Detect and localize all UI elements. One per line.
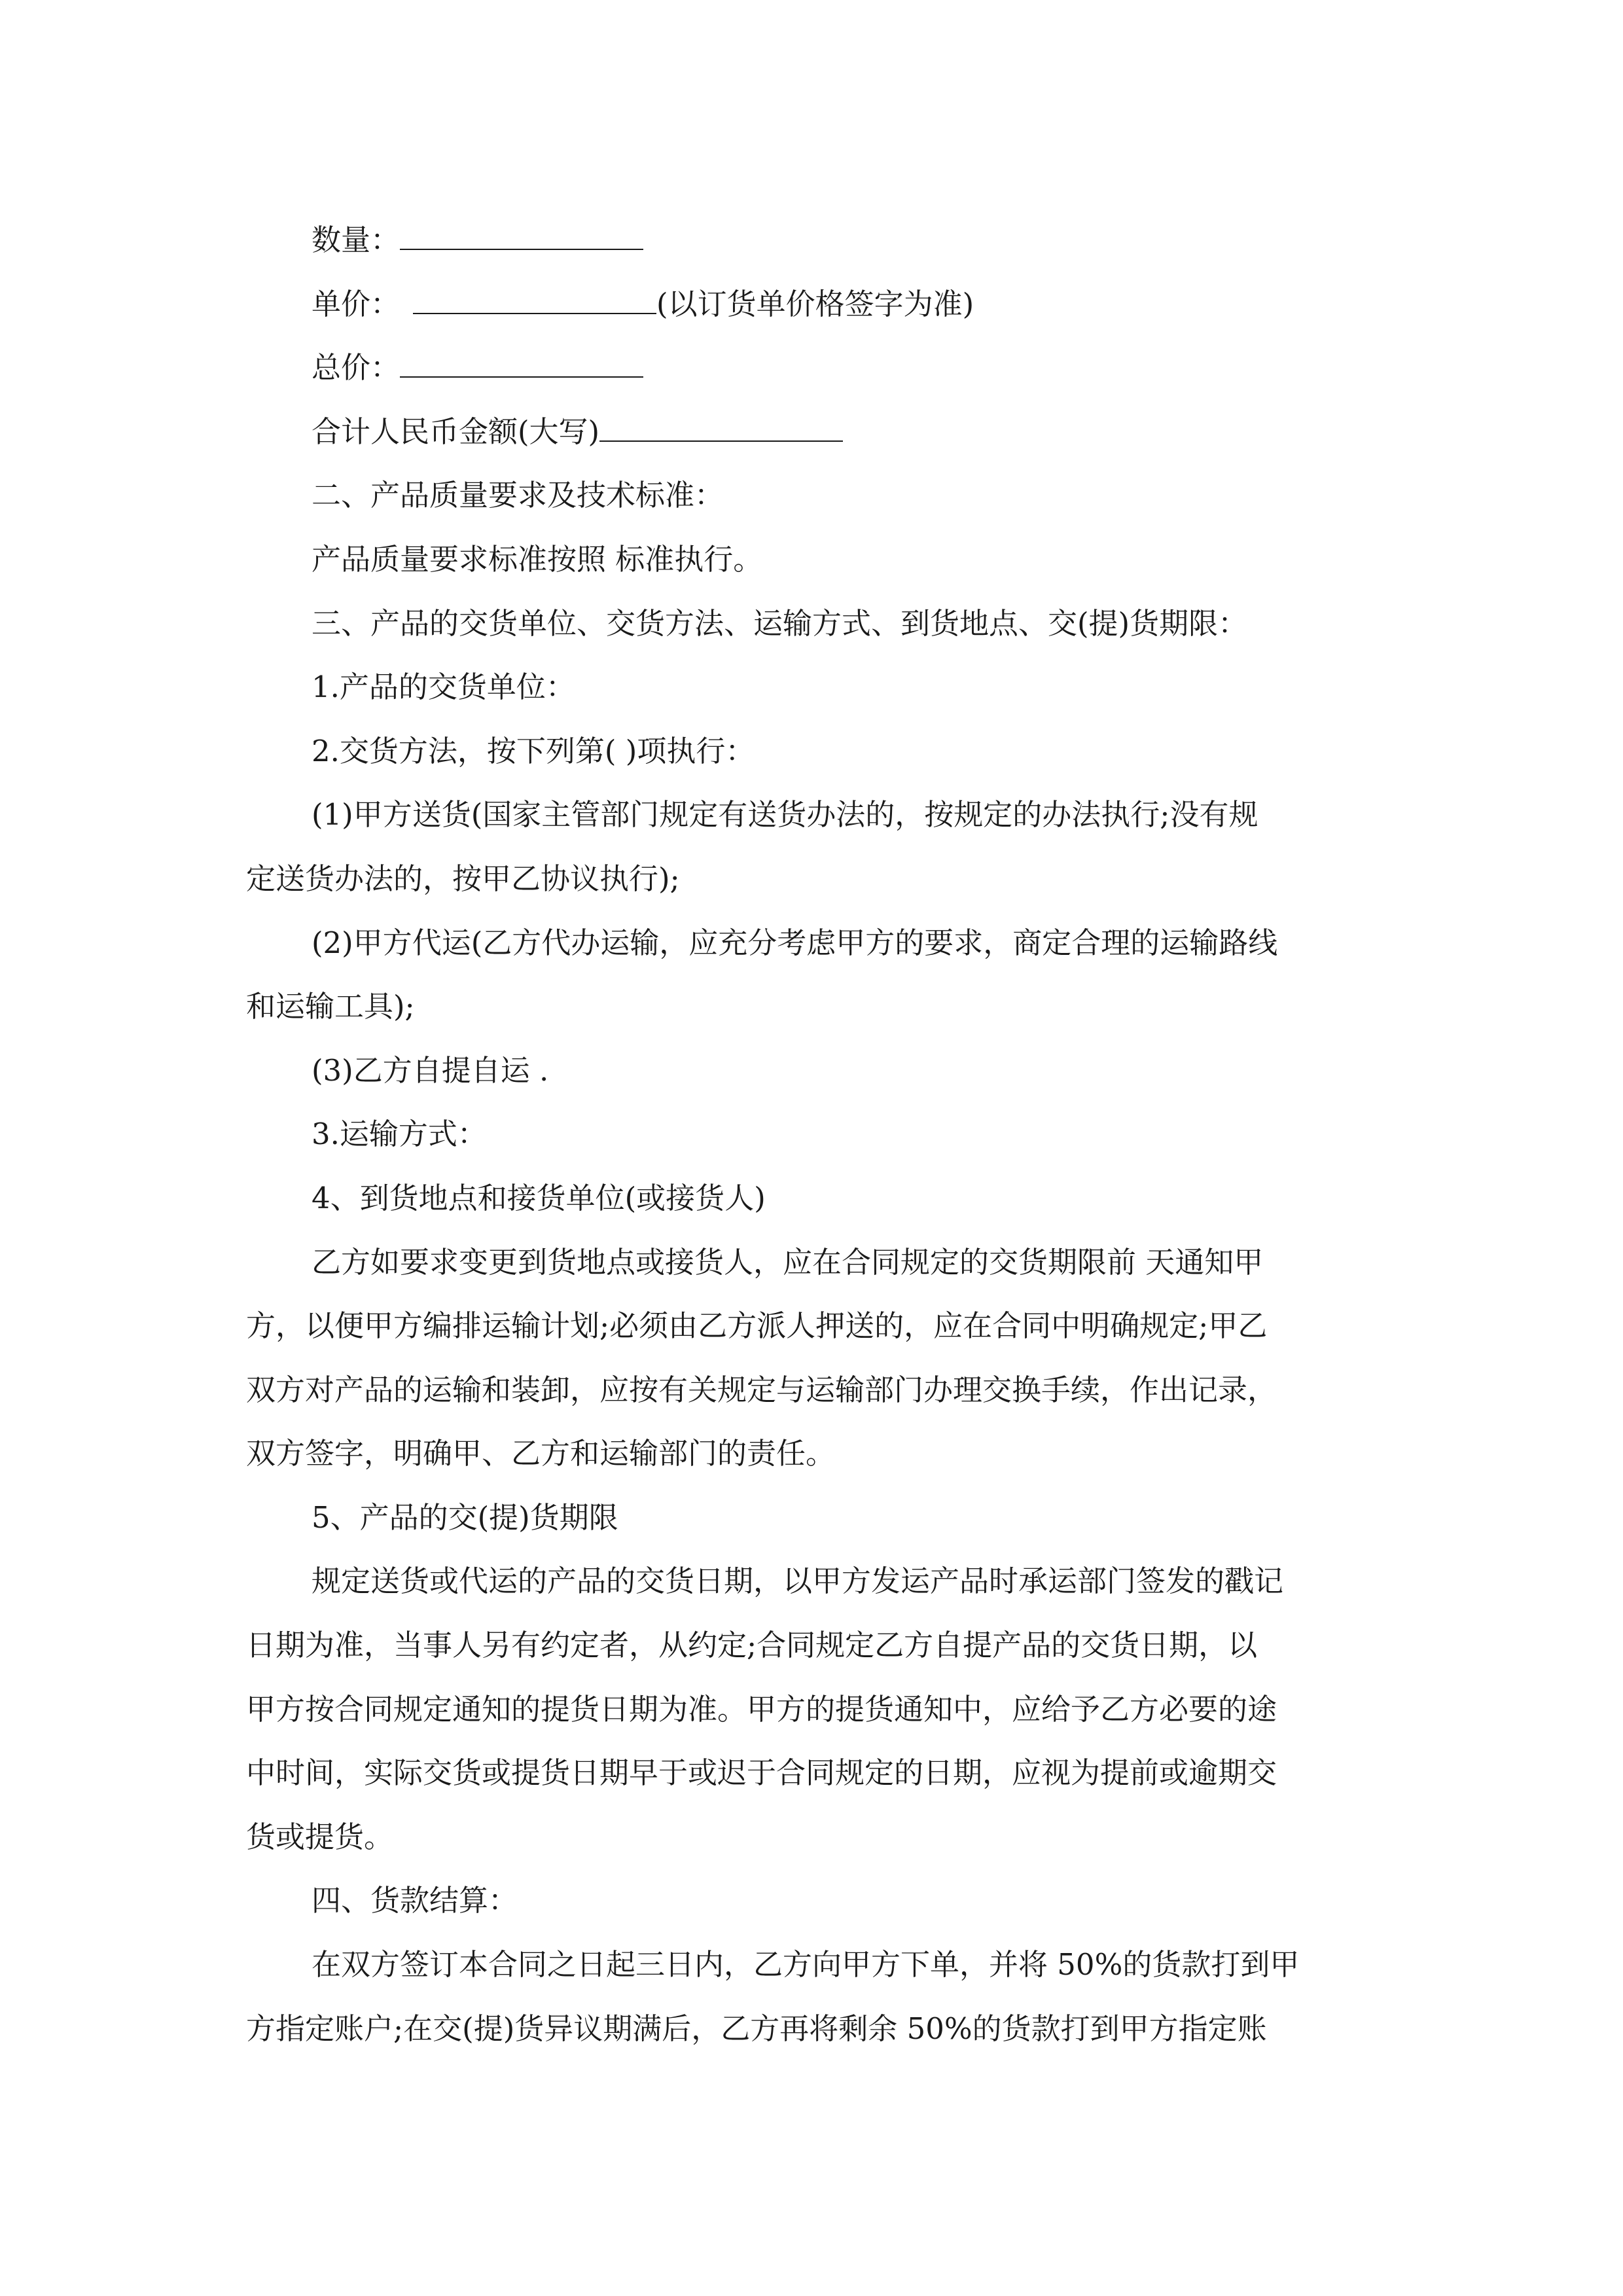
paragraph-line: 甲方按合同规定通知的提货日期为准。甲方的提货通知中，应给予乙方必要的途 [246,1691,1277,1727]
paragraph-line: 日期为准，当事人另有约定者，从约定;合同规定乙方自提产品的交货日期，以 [246,1628,1258,1663]
list-item: 2.交货方法，按下列第( )项执行： [312,733,755,768]
amount-in-words-blank [599,414,843,442]
paragraph-line: 双方对产品的运输和装卸，应按有关规定与运输部门办理交换手续，作出记录， [246,1372,1277,1407]
paragraph-line: 和运输工具); [246,989,415,1024]
list-item: 1.产品的交货单位： [312,670,575,705]
paragraph-line: 双方签字，明确甲、乙方和运输部门的责任。 [246,1436,836,1471]
quantity-blank [400,223,643,250]
list-item: 3.运输方式： [312,1117,487,1152]
total-price-blank [400,350,643,378]
section-heading: 二、产品质量要求及技术标准： [312,478,724,513]
amount-in-words-label: 合计人民币金额(大写) [312,414,600,449]
paragraph-line: 中时间，实际交货或提货日期早于或迟于合同规定的日期，应视为提前或逾期交 [246,1755,1277,1791]
paragraph-line: (1)甲方送货(国家主管部门规定有送货办法的，按规定的办法执行;没有规 [312,797,1258,833]
unit-price-label: 单价： [312,286,401,321]
paragraph-line: (3)乙方自提自运 . [312,1052,549,1088]
section-heading: 三、产品的交货单位、交货方法、运输方式、到货地点、交(提)货期限： [312,605,1248,641]
paragraph-line: 产品质量要求标准按照 标准执行。 [312,541,763,577]
paragraph-line: 货或提货。 [246,1819,394,1854]
list-item: 5、产品的交(提)货期限 [312,1499,618,1535]
paragraph-line: 规定送货或代运的产品的交货日期，以甲方发运产品时承运部门签发的戳记 [312,1564,1284,1599]
paragraph-line: 方，以便甲方编排运输计划;必须由乙方派人押送的，应在合同中明确规定;甲乙 [246,1308,1268,1344]
quantity-line [246,208,1385,272]
total-price-line [246,336,1385,400]
unit-price-blank [413,287,656,314]
list-item: 4、到货地点和接货单位(或接货人) [312,1180,766,1215]
paragraph-line: 方指定账户;在交(提)货异议期满后，乙方再将剩余 50%的货款打到甲方指定账 [246,2011,1267,2046]
section-heading: 四、货款结算： [312,1883,518,1918]
paragraph-line: 乙方如要求变更到货地点或接货人，应在合同规定的交货期限前 天通知甲 [312,1244,1264,1280]
paragraph-line: 定送货办法的，按甲乙协议执行); [246,861,680,896]
amount-in-words-line [246,400,1385,464]
unit-price-line [246,272,1385,336]
document-page [246,208,1385,2060]
paragraph-line: 在双方签订本合同之日起三日内，乙方向甲方下单，并将 50%的货款打到甲 [312,1947,1300,1982]
quantity-label: 数量： [312,223,401,257]
unit-price-note: (以订货单价格签字为准) [656,286,974,321]
paragraph-line: (2)甲方代运(乙方代办运输，应充分考虑甲方的要求，商定合理的运输路线 [312,925,1278,960]
total-price-label: 总价： [312,350,401,386]
